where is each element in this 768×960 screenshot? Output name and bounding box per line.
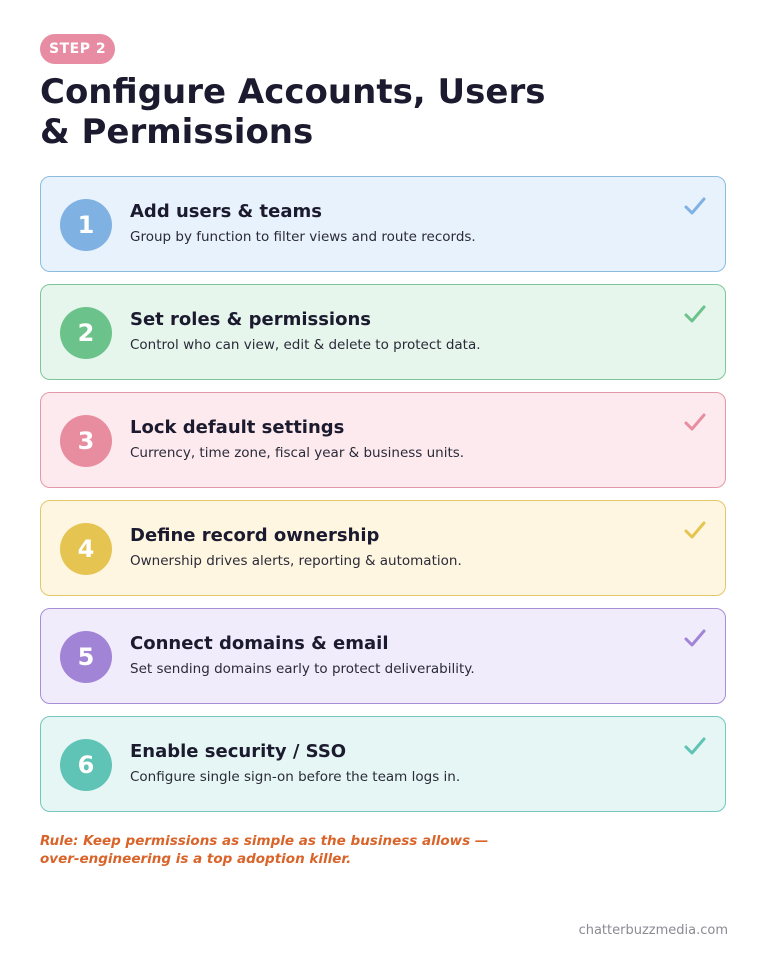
step-card-4 bbox=[40, 500, 726, 596]
checkmark-icon bbox=[683, 303, 707, 327]
step-description: Currency, time zone, fiscal year & business units. bbox=[130, 445, 465, 461]
step-description: Configure single sign-on before the team logs in. bbox=[130, 769, 461, 785]
step-number-badge: 1 bbox=[60, 199, 112, 251]
checkmark-icon bbox=[683, 195, 707, 219]
checkmark-icon bbox=[683, 411, 707, 435]
page-title-line-2: & Permissions bbox=[40, 112, 314, 152]
step-number-badge: 6 bbox=[60, 739, 112, 791]
step-card-5 bbox=[40, 608, 726, 704]
step-number-badge: 4 bbox=[60, 523, 112, 575]
step-title: Add users & teams bbox=[130, 201, 322, 222]
step-number-badge: 2 bbox=[60, 307, 112, 359]
step-title: Set roles & permissions bbox=[130, 309, 371, 330]
step-number-badge: 5 bbox=[60, 631, 112, 683]
step-description: Ownership drives alerts, reporting & automation. bbox=[130, 553, 462, 569]
rule-note bbox=[40, 832, 540, 868]
source-credit: chatterbuzzmedia.com bbox=[578, 923, 728, 938]
step-card-1 bbox=[40, 176, 726, 272]
page-title bbox=[40, 72, 600, 152]
step-title: Connect domains & email bbox=[130, 633, 389, 654]
step-number-badge: 3 bbox=[60, 415, 112, 467]
checkmark-icon bbox=[683, 735, 707, 759]
checkmark-icon bbox=[683, 627, 707, 651]
step-title: Define record ownership bbox=[130, 525, 380, 546]
rule-note-line-2: over-engineering is a top adoption killer. bbox=[40, 851, 352, 867]
step-badge: STEP 2 bbox=[40, 34, 115, 64]
step-description: Set sending domains early to protect deliverability. bbox=[130, 661, 475, 677]
step-title: Enable security / SSO bbox=[130, 741, 347, 762]
step-description: Control who can view, edit & delete to protect data. bbox=[130, 337, 481, 353]
page-title-line-1: Configure Accounts, Users bbox=[40, 72, 546, 112]
checkmark-icon bbox=[683, 519, 707, 543]
step-card-3 bbox=[40, 392, 726, 488]
step-title: Lock default settings bbox=[130, 417, 345, 438]
rule-note-line-1: Rule: Keep permissions as simple as the business allows — bbox=[40, 833, 489, 849]
step-description: Group by function to filter views and route records. bbox=[130, 229, 476, 245]
step-card-6 bbox=[40, 716, 726, 812]
step-card-2 bbox=[40, 284, 726, 380]
